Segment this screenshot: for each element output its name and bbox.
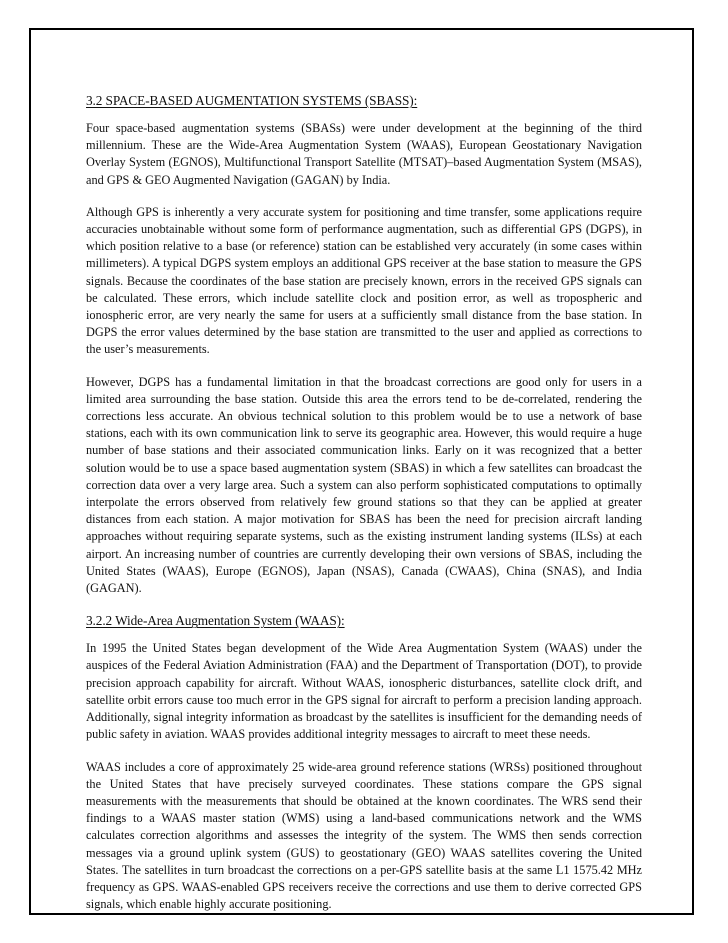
paragraph-waas-history: In 1995 the United States began development of the Wide Area Augmentation System (WAAS) under the auspices of the Federal Aviation Administration (FAA) and the Department of Transportation (DOT), to provide precision approach capability for aircraft. Without WAAS, ionospheric disturbances, satellite clock drift, and satellite orbit errors cause too much error in the GPS signal for aircraft to perform a precision landing approach. Additionally, signal integrity information as broadcast by the satellites is insufficient for the demanding needs of public safety in aviation. WAAS provides additional integrity messages to aircraft to meet these needs. bbox=[86, 641, 642, 742]
section-heading-sbas: 3.2 SPACE-BASED AUGMENTATION SYSTEMS (SBASS): bbox=[86, 93, 418, 108]
section-heading-waas: 3.2.2 Wide-Area Augmentation System (WAAS): bbox=[86, 613, 345, 629]
paragraph-sbas-intro: Four space-based augmentation systems (SBASs) were under development at the beginning of the third millennium. These are the Wide-Area Augmentation System (WAAS), European Geostationary Navigation Overlay System (EGNOS), Multifunctional Transport Satellite (MTSAT)–based Augmentation System (MSAS), and GPS & GEO Augmented Navigation (GAGAN) by India. bbox=[86, 121, 642, 187]
paragraph-dgps: Although GPS is inherently a very accurate system for positioning and time transfer, some applications require accuracies unobtainable without some form of performance augmentation, such as differential GPS (DGPS), in which position relative to a base (or reference) station can be established very accurately (in some cases within millimeters). A typical DGPS system employs an additional GPS receiver at the base station to measure the GPS signals. Because the coordinates of the base station are precisely known, errors in the received GPS signals can be calculated. These errors, which include satellite clock and position error, as well as tropospheric and ionospheric error, are very nearly the same for users at a sufficiently small distance from the base station. In DGPS the error values determined by the base station are transmitted to the user and applied as corrections to the user’s measurements. bbox=[86, 204, 642, 357]
paragraph-dgps-limitation: However, DGPS has a fundamental limitation in that the broadcast corrections are good only for users in a limited area surrounding the base station. Outside this area the errors tend to be de-correlated, rendering the corrections less accurate. An obvious technical solution to this problem would be to use a network of base stations, each with its own communication link to serve its geographic area. However, this would require a huge number of base stations and their associated communication links. Early on it was recognized that a better solution would be to use a space based augmentation system (SBAS) in which a few satellites can broadcast the correction data over a very large area. Such a system can also perform sophisticated computations to optimally interpolate the errors observed from relatively few ground stations so that they can be applied at greater distances from each station. A major motivation for SBAS has been the need for precision aircraft landing approaches without requiring separate systems, such as the existing instrument landing systems (ILSs) at each airport. An increasing number of countries are currently developing their own versions of SBAS, including the United States (WAAS), Europe (EGNOS), Japan (NSAS), Canada (CWAAS), China (SNAS), and India (GAGAN). bbox=[86, 374, 642, 596]
paragraph-waas-stations: WAAS includes a core of approximately 25 wide-area ground reference stations (WRSs) positioned throughout the United States that have precisely surveyed coordinates. These stations compare the GPS signal measurements with the measurements that should be obtained at the known coordinates. The WRS send their findings to a WAAS master station (WMS) using a land-based communications network and the WMS calculates correction algorithms and assesses the integrity of the system. The WMS then sends correction messages via a ground uplink system (GUS) to geostationary (GEO) WAAS satellites covering the United States. The satellites in turn broadcast the corrections on a per-GPS satellite basis at the same L1 1575.42 MHz frequency as GPS. WAAS-enabled GPS receivers receive the corrections and use them to derive corrected GPS signals, which enable highly accurate positioning. bbox=[86, 759, 642, 912]
document-body bbox=[86, 92, 642, 913]
